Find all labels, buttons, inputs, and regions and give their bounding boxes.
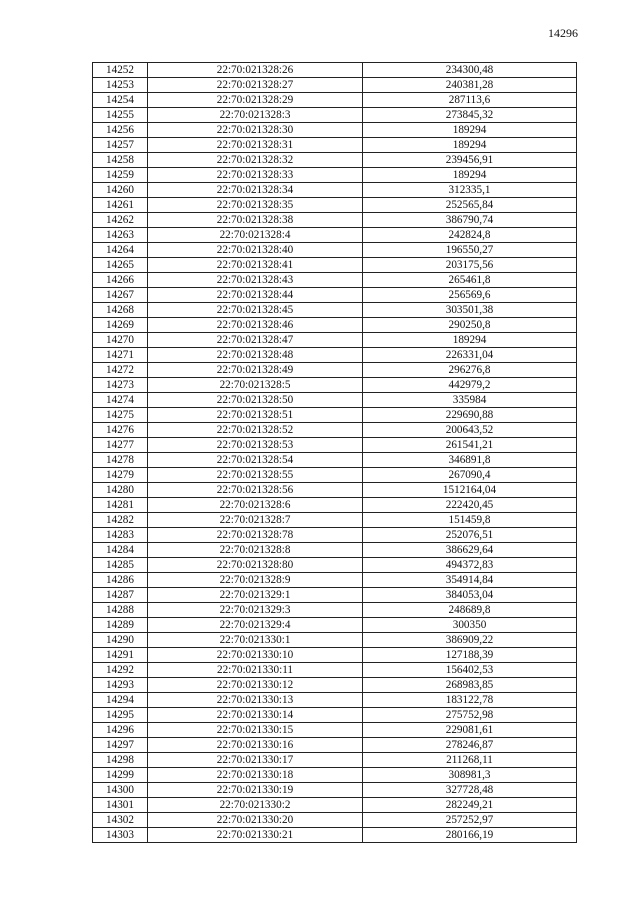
row-number-cell: 14280 <box>93 483 148 498</box>
cadastral-number-cell: 22:70:021328:26 <box>148 63 363 78</box>
table-row <box>93 408 577 423</box>
row-number-cell: 14299 <box>93 768 148 783</box>
value-cell: 354914,84 <box>363 573 577 588</box>
row-number-cell: 14282 <box>93 513 148 528</box>
value-cell: 211268,11 <box>363 753 577 768</box>
row-number-cell: 14294 <box>93 693 148 708</box>
table-row <box>93 93 577 108</box>
table-row <box>93 213 577 228</box>
row-number-cell: 14268 <box>93 303 148 318</box>
value-cell: 256569,6 <box>363 288 577 303</box>
cadastral-number-cell: 22:70:021330:14 <box>148 708 363 723</box>
value-cell: 189294 <box>363 333 577 348</box>
table-row <box>93 498 577 513</box>
row-number-cell: 14281 <box>93 498 148 513</box>
cadastral-number-cell: 22:70:021330:13 <box>148 693 363 708</box>
table-row <box>93 528 577 543</box>
table-row <box>93 468 577 483</box>
cadastral-number-cell: 22:70:021328:32 <box>148 153 363 168</box>
table-row <box>93 753 577 768</box>
table-row <box>93 708 577 723</box>
cadastral-number-cell: 22:70:021328:55 <box>148 468 363 483</box>
row-number-cell: 14267 <box>93 288 148 303</box>
cadastral-number-cell: 22:70:021328:40 <box>148 243 363 258</box>
cadastral-number-cell: 22:70:021328:51 <box>148 408 363 423</box>
row-number-cell: 14253 <box>93 78 148 93</box>
cadastral-number-cell: 22:70:021330:16 <box>148 738 363 753</box>
table-row <box>93 393 577 408</box>
value-cell: 234300,48 <box>363 63 577 78</box>
row-number-cell: 14265 <box>93 258 148 273</box>
value-cell: 183122,78 <box>363 693 577 708</box>
cadastral-number-cell: 22:70:021328:9 <box>148 573 363 588</box>
table-row <box>93 363 577 378</box>
cadastral-number-cell: 22:70:021328:56 <box>148 483 363 498</box>
row-number-cell: 14293 <box>93 678 148 693</box>
row-number-cell: 14273 <box>93 378 148 393</box>
cadastral-value-table <box>92 62 577 843</box>
row-number-cell: 14289 <box>93 618 148 633</box>
value-cell: 239456,91 <box>363 153 577 168</box>
row-number-cell: 14272 <box>93 363 148 378</box>
table-row <box>93 258 577 273</box>
value-cell: 386629,64 <box>363 543 577 558</box>
row-number-cell: 14263 <box>93 228 148 243</box>
table-row <box>93 333 577 348</box>
value-cell: 494372,83 <box>363 558 577 573</box>
row-number-cell: 14288 <box>93 603 148 618</box>
value-cell: 287113,6 <box>363 93 577 108</box>
table-row <box>93 138 577 153</box>
value-cell: 252076,51 <box>363 528 577 543</box>
cadastral-number-cell: 22:70:021330:15 <box>148 723 363 738</box>
cadastral-number-cell: 22:70:021328:47 <box>148 333 363 348</box>
value-cell: 189294 <box>363 123 577 138</box>
row-number-cell: 14301 <box>93 798 148 813</box>
cadastral-number-cell: 22:70:021328:30 <box>148 123 363 138</box>
row-number-cell: 14302 <box>93 813 148 828</box>
table-row <box>93 453 577 468</box>
row-number-cell: 14266 <box>93 273 148 288</box>
cadastral-number-cell: 22:70:021328:34 <box>148 183 363 198</box>
cadastral-number-cell: 22:70:021328:45 <box>148 303 363 318</box>
value-cell: 267090,4 <box>363 468 577 483</box>
cadastral-number-cell: 22:70:021328:54 <box>148 453 363 468</box>
row-number-cell: 14259 <box>93 168 148 183</box>
value-cell: 265461,8 <box>363 273 577 288</box>
cadastral-number-cell: 22:70:021328:4 <box>148 228 363 243</box>
value-cell: 296276,8 <box>363 363 577 378</box>
table-row <box>93 303 577 318</box>
table-row <box>93 633 577 648</box>
row-number-cell: 14255 <box>93 108 148 123</box>
row-number-cell: 14277 <box>93 438 148 453</box>
row-number-cell: 14269 <box>93 318 148 333</box>
table-row <box>93 618 577 633</box>
row-number-cell: 14271 <box>93 348 148 363</box>
cadastral-number-cell: 22:70:021330:10 <box>148 648 363 663</box>
value-cell: 280166,19 <box>363 828 577 843</box>
table-row <box>93 543 577 558</box>
row-number-cell: 14290 <box>93 633 148 648</box>
cadastral-number-cell: 22:70:021328:43 <box>148 273 363 288</box>
cadastral-number-cell: 22:70:021328:49 <box>148 363 363 378</box>
value-cell: 290250,8 <box>363 318 577 333</box>
row-number-cell: 14252 <box>93 63 148 78</box>
value-cell: 346891,8 <box>363 453 577 468</box>
value-cell: 273845,32 <box>363 108 577 123</box>
table-row <box>93 108 577 123</box>
cadastral-number-cell: 22:70:021328:53 <box>148 438 363 453</box>
table-row <box>93 153 577 168</box>
value-cell: 278246,87 <box>363 738 577 753</box>
value-cell: 335984 <box>363 393 577 408</box>
row-number-cell: 14297 <box>93 738 148 753</box>
table-row <box>93 678 577 693</box>
value-cell: 268983,85 <box>363 678 577 693</box>
row-number-cell: 14276 <box>93 423 148 438</box>
row-number-cell: 14303 <box>93 828 148 843</box>
value-cell: 203175,56 <box>363 258 577 273</box>
row-number-cell: 14296 <box>93 723 148 738</box>
row-number-cell: 14295 <box>93 708 148 723</box>
cadastral-number-cell: 22:70:021328:38 <box>148 213 363 228</box>
cadastral-number-cell: 22:70:021328:48 <box>148 348 363 363</box>
cadastral-number-cell: 22:70:021330:12 <box>148 678 363 693</box>
table-row <box>93 693 577 708</box>
value-cell: 189294 <box>363 138 577 153</box>
value-cell: 156402,53 <box>363 663 577 678</box>
cadastral-number-cell: 22:70:021328:52 <box>148 423 363 438</box>
cadastral-number-cell: 22:70:021328:27 <box>148 78 363 93</box>
row-number-cell: 14264 <box>93 243 148 258</box>
row-number-cell: 14262 <box>93 213 148 228</box>
cadastral-number-cell: 22:70:021329:1 <box>148 588 363 603</box>
table-row <box>93 378 577 393</box>
table-row <box>93 768 577 783</box>
value-cell: 151459,8 <box>363 513 577 528</box>
value-cell: 282249,21 <box>363 798 577 813</box>
value-cell: 229690,88 <box>363 408 577 423</box>
table-row <box>93 513 577 528</box>
value-cell: 300350 <box>363 618 577 633</box>
row-number-cell: 14270 <box>93 333 148 348</box>
table-row <box>93 723 577 738</box>
table-row <box>93 273 577 288</box>
cadastral-number-cell: 22:70:021330:1 <box>148 633 363 648</box>
table-row <box>93 318 577 333</box>
table-row <box>93 78 577 93</box>
page-number: 14296 <box>548 26 578 40</box>
table-row <box>93 558 577 573</box>
row-number-cell: 14292 <box>93 663 148 678</box>
cadastral-number-cell: 22:70:021328:5 <box>148 378 363 393</box>
cadastral-number-cell: 22:70:021328:31 <box>148 138 363 153</box>
row-number-cell: 14256 <box>93 123 148 138</box>
row-number-cell: 14257 <box>93 138 148 153</box>
cadastral-number-cell: 22:70:021328:29 <box>148 93 363 108</box>
cadastral-number-cell: 22:70:021330:11 <box>148 663 363 678</box>
row-number-cell: 14279 <box>93 468 148 483</box>
value-cell: 222420,45 <box>363 498 577 513</box>
table-row <box>93 198 577 213</box>
table-row <box>93 483 577 498</box>
cadastral-number-cell: 22:70:021328:7 <box>148 513 363 528</box>
table-row <box>93 438 577 453</box>
row-number-cell: 14286 <box>93 573 148 588</box>
row-number-cell: 14284 <box>93 543 148 558</box>
value-cell: 442979,2 <box>363 378 577 393</box>
cadastral-number-cell: 22:70:021330:18 <box>148 768 363 783</box>
value-cell: 1512164,04 <box>363 483 577 498</box>
value-cell: 200643,52 <box>363 423 577 438</box>
cadastral-number-cell: 22:70:021329:4 <box>148 618 363 633</box>
row-number-cell: 14275 <box>93 408 148 423</box>
table-row <box>93 783 577 798</box>
cadastral-number-cell: 22:70:021328:8 <box>148 543 363 558</box>
table-row <box>93 798 577 813</box>
value-cell: 386790,74 <box>363 213 577 228</box>
cadastral-number-cell: 22:70:021328:80 <box>148 558 363 573</box>
table-row <box>93 603 577 618</box>
value-cell: 257252,97 <box>363 813 577 828</box>
value-cell: 252565,84 <box>363 198 577 213</box>
value-cell: 303501,38 <box>363 303 577 318</box>
cadastral-number-cell: 22:70:021328:46 <box>148 318 363 333</box>
table-row <box>93 168 577 183</box>
table-row <box>93 738 577 753</box>
cadastral-number-cell: 22:70:021330:17 <box>148 753 363 768</box>
cadastral-number-cell: 22:70:021328:6 <box>148 498 363 513</box>
table-row <box>93 228 577 243</box>
value-cell: 261541,21 <box>363 438 577 453</box>
cadastral-number-cell: 22:70:021329:3 <box>148 603 363 618</box>
row-number-cell: 14260 <box>93 183 148 198</box>
value-cell: 275752,98 <box>363 708 577 723</box>
cadastral-number-cell: 22:70:021328:33 <box>148 168 363 183</box>
table-row <box>93 348 577 363</box>
row-number-cell: 14254 <box>93 93 148 108</box>
row-number-cell: 14278 <box>93 453 148 468</box>
cadastral-number-cell: 22:70:021328:50 <box>148 393 363 408</box>
table-row <box>93 588 577 603</box>
row-number-cell: 14291 <box>93 648 148 663</box>
table-row <box>93 423 577 438</box>
cadastral-number-cell: 22:70:021328:78 <box>148 528 363 543</box>
row-number-cell: 14285 <box>93 558 148 573</box>
table-row <box>93 243 577 258</box>
cadastral-number-cell: 22:70:021330:20 <box>148 813 363 828</box>
cadastral-number-cell: 22:70:021328:3 <box>148 108 363 123</box>
table-row <box>93 288 577 303</box>
table-body <box>93 63 577 843</box>
value-cell: 384053,04 <box>363 588 577 603</box>
row-number-cell: 14274 <box>93 393 148 408</box>
row-number-cell: 14261 <box>93 198 148 213</box>
value-cell: 189294 <box>363 168 577 183</box>
row-number-cell: 14287 <box>93 588 148 603</box>
row-number-cell: 14300 <box>93 783 148 798</box>
row-number-cell: 14258 <box>93 153 148 168</box>
value-cell: 327728,48 <box>363 783 577 798</box>
value-cell: 229081,61 <box>363 723 577 738</box>
value-cell: 240381,28 <box>363 78 577 93</box>
cadastral-number-cell: 22:70:021328:41 <box>148 258 363 273</box>
table-row <box>93 63 577 78</box>
table-row <box>93 123 577 138</box>
cadastral-number-cell: 22:70:021330:19 <box>148 783 363 798</box>
value-cell: 386909,22 <box>363 633 577 648</box>
table-row <box>93 573 577 588</box>
row-number-cell: 14283 <box>93 528 148 543</box>
cadastral-number-cell: 22:70:021330:2 <box>148 798 363 813</box>
cadastral-number-cell: 22:70:021328:35 <box>148 198 363 213</box>
value-cell: 226331,04 <box>363 348 577 363</box>
value-cell: 242824,8 <box>363 228 577 243</box>
table-row <box>93 663 577 678</box>
value-cell: 308981,3 <box>363 768 577 783</box>
cadastral-number-cell: 22:70:021328:44 <box>148 288 363 303</box>
table-row <box>93 813 577 828</box>
value-cell: 248689,8 <box>363 603 577 618</box>
table-row <box>93 648 577 663</box>
row-number-cell: 14298 <box>93 753 148 768</box>
cadastral-number-cell: 22:70:021330:21 <box>148 828 363 843</box>
table-row <box>93 183 577 198</box>
table-row <box>93 828 577 843</box>
value-cell: 127188,39 <box>363 648 577 663</box>
value-cell: 312335,1 <box>363 183 577 198</box>
value-cell: 196550,27 <box>363 243 577 258</box>
